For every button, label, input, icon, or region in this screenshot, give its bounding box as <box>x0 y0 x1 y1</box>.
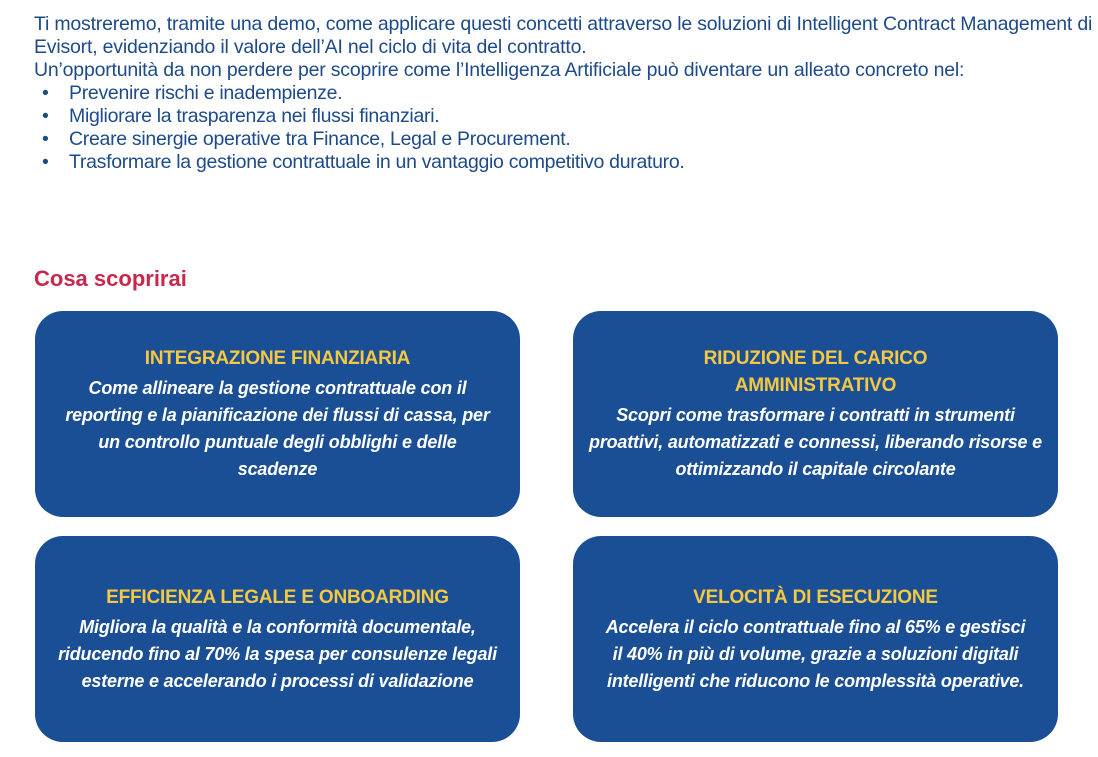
bullet-icon: • <box>42 82 49 104</box>
list-item-text: Trasformare la gestione contrattuale in un vantaggio competitivo duraturo. <box>69 151 685 173</box>
intro-paragraph: Un’opportunità da non perdere per scoprire come l’Intelligenza Artificiale può diventare un alleato concreto nel: <box>34 59 965 81</box>
list-item <box>34 151 1096 174</box>
list-item <box>34 105 1096 128</box>
card-title: RIDUZIONE DEL CARICO AMMINISTRATIVO <box>703 348 928 396</box>
bullet-icon: • <box>42 105 49 127</box>
card-title: VELOCITÀ DI ESECUZIONE <box>693 586 938 608</box>
benefits-list <box>34 82 1096 174</box>
list-item-text: Creare sinergie operative tra Finance, Legal e Procurement. <box>69 128 571 150</box>
card-text: Accelera il ciclo contrattuale fino al 65% e gestisci il 40% in più di volume, grazie a soluzioni digitali intelligenti che riducono le complessità operative. <box>605 616 1026 691</box>
card-text: Migliora la qualità e la conformità documentale, riducendo fino al 70% la spesa per consulenze legali esterne e accelerando i processi di validazione <box>58 616 497 691</box>
list-item <box>34 128 1096 151</box>
card-text: Come allineare la gestione contrattuale con il reporting e la pianificazione dei flussi di cassa, per un controllo puntuale degli obblighi e delle scadenze <box>65 378 490 479</box>
card-text: Scopri come trasformare i contratti in strumenti proattivi, automatizzati e connessi, liberando risorse e ottimizzando il capitale circolante <box>589 405 1042 479</box>
card-title: INTEGRAZIONE FINANZIARIA <box>144 348 411 369</box>
list-item-text: Migliorare la trasparenza nei flussi finanziari. <box>69 105 440 127</box>
feature-card-efficienza-legale <box>35 536 520 742</box>
list-item <box>34 82 1096 105</box>
intro-paragraph: Ti mostreremo, tramite una demo, come applicare questi concetti attraverso le soluzioni di Intelligent Contract Management di Evisort, evidenziando il valore dell’AI nel ciclo di vita del contratto. <box>34 13 1093 58</box>
card-title: EFFICIENZA LEGALE E ONBOARDING <box>106 586 449 608</box>
feature-card-velocita-esecuzione <box>573 536 1058 742</box>
feature-card-riduzione-carico-amministrativo <box>573 311 1058 517</box>
intro-section <box>34 13 1096 174</box>
section-title: Cosa scoprirai <box>34 266 187 291</box>
bullet-icon: • <box>42 151 49 173</box>
feature-card-integrazione-finanziaria <box>35 311 520 517</box>
list-item-text: Prevenire rischi e inadempienze. <box>69 82 343 104</box>
bullet-icon: • <box>42 128 49 150</box>
